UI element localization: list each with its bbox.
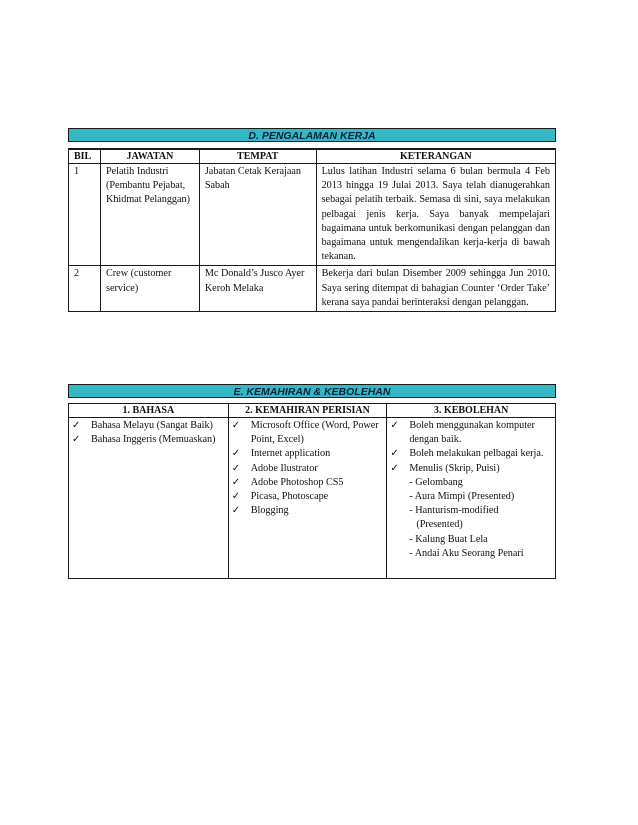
col-tempat: TEMPAT (199, 149, 316, 164)
row-bil: 2 (69, 266, 101, 312)
menulis-item: - Gelombang (409, 476, 463, 488)
col-jawatan: JAWATAN (100, 149, 199, 164)
check-icon: ✓ (231, 505, 241, 517)
menulis-item: (Presented) (416, 519, 463, 531)
check-icon: ✓ (390, 462, 399, 474)
row-keterangan: Bekerja dari bulan Disember 2009 sehingga Jun 2010. Saya sering ditempat di bahagian Counter ‘Order Take’ kerana saya pandai berinteraksi dengan pelanggan. (316, 266, 555, 312)
menulis-item: - Kalung Buat Lela (409, 533, 488, 545)
experience-header-row (69, 149, 556, 164)
check-icon: ✓ (390, 448, 399, 460)
kebolehan-list (390, 419, 550, 476)
row-tempat: Mc Donald’s Jusco Ayer Keroh Melaka (199, 266, 316, 312)
section-d-title: D. PENGALAMAN KERJA (68, 128, 556, 142)
row-jawatan: Pelatih Industri (Pembantu Pejabat, Khidmat Pelanggan) (100, 164, 199, 266)
menulis-item: - Hanturism-modified (409, 505, 499, 517)
list-item: ✓ Bahasa Inggeris (Memuaskan) (72, 433, 223, 447)
list-item: ✓ Boleh menggunakan komputer dengan baik. (390, 420, 535, 446)
bahasa-cell (69, 418, 229, 579)
kebolehan-cell (387, 418, 556, 579)
col-kebolehan: 3. KEBOLEHAN (387, 404, 556, 418)
check-icon: ✓ (72, 420, 81, 431)
check-icon: ✓ (231, 491, 241, 503)
list-item: ✓ Microsoft Office (Word, Power Point, Excel) (231, 420, 379, 446)
check-icon: ✓ (72, 434, 81, 446)
list-item: ✓ Bahasa Melayu (Sangat Baik) (72, 419, 223, 433)
list-item: ✓ Menulis (Skrip, Puisi) (390, 462, 550, 476)
col-keterangan: KETERANGAN (316, 149, 555, 164)
section-e-title: E. KEMAHIRAN & KEBOLEHAN (68, 384, 556, 398)
col-bahasa: 1. BAHASA (69, 404, 229, 418)
menulis-item: - Aura Mimpi (Presented) (409, 491, 515, 503)
list-item: ✓ Blogging (232, 504, 382, 518)
bahasa-list (72, 419, 223, 447)
perisian-list (232, 419, 382, 518)
menulis-item: - Andai Aku Seorang Penari (409, 547, 524, 559)
row-jawatan: Crew (customer service) (100, 266, 199, 312)
row-keterangan: Lulus latihan Industri selama 6 bulan bermula 4 Feb 2013 hingga 19 Julai 2013. Saya telah dianugerahkan sebagai pelatih terbaik. Semasa di sini, saya melakukan pelbagai jenis kerja. Saya banyak mempelajari bagaimana untuk berkomunikasi dengan pelanggan dan bagaimana untuk mengendalikan kerja-kerja di bawah tekanan. (316, 164, 555, 266)
row-tempat: Jabatan Cetak Kerajaan Sabah (199, 164, 316, 266)
perisian-cell (228, 418, 387, 579)
check-icon: ✓ (390, 420, 399, 431)
list-item: ✓ Adobe Ilustrator (232, 462, 382, 476)
skills-content-row (69, 418, 556, 579)
col-perisian: 2. KEMAHIRAN PERISIAN (228, 404, 387, 418)
check-icon: ✓ (231, 462, 241, 474)
check-icon: ✓ (231, 476, 241, 488)
experience-table (68, 148, 556, 312)
row-bil: 1 (69, 164, 101, 266)
list-item: ✓ Internet application (232, 447, 382, 461)
table-row (69, 266, 556, 312)
table-row (69, 164, 556, 266)
check-icon: ✓ (231, 448, 241, 460)
list-item: ✓ Boleh melakukan pelbagai kerja. (390, 447, 550, 461)
check-icon: ✓ (231, 420, 241, 431)
list-item: ✓ Adobe Photoshop CS5 (232, 476, 382, 490)
skills-table (68, 403, 556, 579)
skills-header-row (69, 404, 556, 418)
col-bil: BIL (69, 149, 101, 164)
list-item: ✓ Picasa, Photoscape (232, 490, 382, 504)
